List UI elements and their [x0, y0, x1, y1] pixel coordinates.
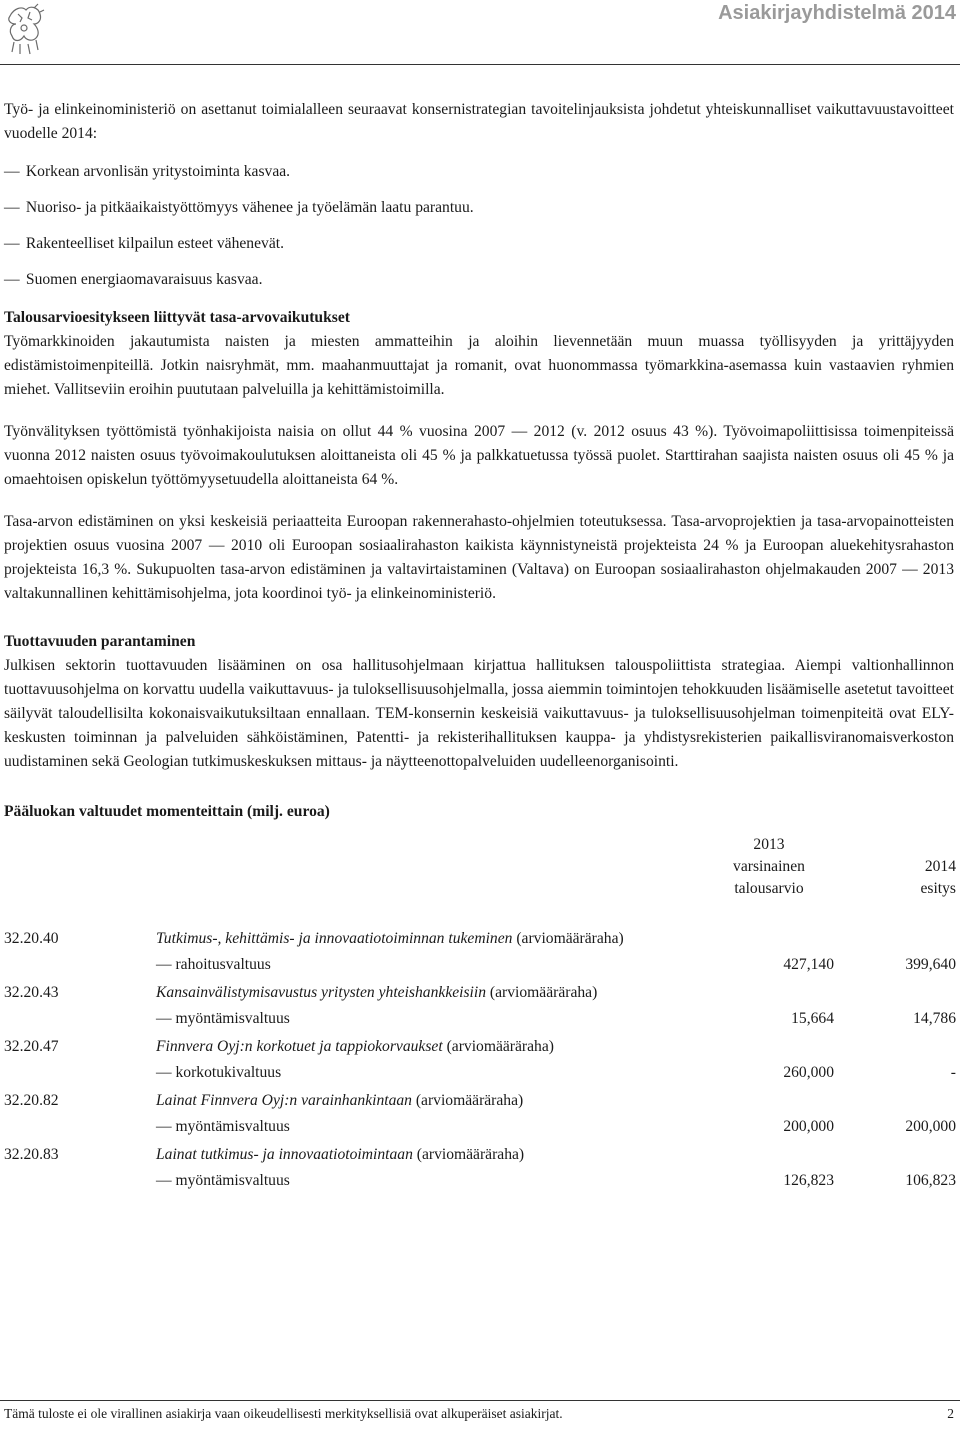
dash-marker: — — [4, 199, 20, 216]
value-2014: 399,640 — [905, 956, 956, 973]
finnish-lion-crest-icon — [4, 2, 46, 56]
column-header-2014: 2014 esitys — [920, 858, 956, 897]
value-2013: 15,664 — [791, 1010, 834, 1027]
authorization-type: — rahoitusvaltuus — [156, 956, 271, 973]
table-header-row — [4, 834, 956, 900]
page-number: 2 — [947, 1406, 954, 1421]
dash-marker: — — [4, 235, 20, 252]
intro-paragraph: Työ- ja elinkeinoministeriö on asettanut toimialalleen seuraavat konsernistrategian tavoitelinjauksista johdetut yhteiskunnalliset vaikuttavuustavoitteet vuodelle 2014: — [4, 101, 954, 142]
goal-item: — Nuoriso- ja pitkäaikaistyöttömyys vähenee ja työelämän laatu parantuu. — [4, 196, 954, 220]
document-title: Asiakirjayhdistelmä 2014 — [718, 2, 956, 24]
moment-title: Tutkimus-, kehittämis- ja innovaatiotoiminnan tukeminen (arviomääräraha) — [156, 930, 624, 947]
value-2014: 200,000 — [905, 1118, 956, 1135]
table-row — [4, 1058, 956, 1088]
authorizations-table — [4, 834, 956, 1196]
table-row — [4, 1004, 956, 1034]
value-2013: 126,823 — [783, 1172, 834, 1189]
authorizations-heading: Pääluokan valtuudet momenteittain (milj. euroa) — [4, 803, 330, 820]
moment-title: Lainat tutkimus- ja innovaatiotoimintaan (arviomääräraha) — [156, 1146, 525, 1163]
value-2014: 14,786 — [913, 1010, 956, 1027]
equality-paragraph-1: Työmarkkinoiden jakautumista naisten ja miesten ammatteihin ja aloihin lievennetään muun muassa työllisyyden ja yrittäjyyden edistämistoimenpiteillä. Jotkin naisryhmät, mm. maahanmuuttajat ja romanit, ovat huonommassa työmarkkina-asemassa kuin vastaavien ryhmien miehet. Vallitseviin eroihin puututaan palveluilla ja kehittämistoimilla. — [4, 333, 954, 398]
dash-marker: — — [4, 271, 20, 288]
page-header — [0, 0, 960, 62]
table-row — [4, 1142, 956, 1166]
authorization-type: — myöntämisvaltuus — [156, 1172, 290, 1189]
moment-code: 32.20.47 — [4, 1038, 59, 1055]
table-row — [4, 950, 956, 980]
authorization-type: — myöntämisvaltuus — [156, 1010, 290, 1027]
goal-item: — Rakenteelliset kilpailun esteet vähenevät. — [4, 232, 954, 256]
value-2013: 200,000 — [783, 1118, 834, 1135]
value-2014: - — [950, 1064, 956, 1081]
equality-heading: Talousarvioesitykseen liittyvät tasa-arvovaikutukset — [4, 309, 350, 326]
dash-marker: — — [4, 163, 20, 180]
page-content — [4, 98, 954, 1196]
column-header-2013: 2013 varsinainen talousarvio — [733, 836, 805, 897]
goal-item: — Suomen energiaomavaraisuus kasvaa. — [4, 268, 954, 292]
moment-code: 32.20.83 — [4, 1146, 59, 1163]
productivity-paragraph: Julkisen sektorin tuottavuuden lisääminen on osa hallitusohjelmaan kirjattua hallituksen talouspoliittista strategiaa. Aiempi valtionhallinnon tuottavuusohjelma on korvattu uudella vaikuttavuus- ja tuloksellisuusohjelmalla, jossa aiemmin toimintojen tehokkuuden lisäämiselle asetetut tavoitteet säilyvät taloudellisilta kokonaisvaikutuksiltaan ennallaan. TEM-konsernin keskeisiä vaikuttavuus- ja tuloksellisuusohjelman toimenpiteitä ovat ELY-keskusten toiminnan ja palveluiden sähköistäminen, Patentti- ja rekisterihallituksen kauppa- ja yhdistysrekisterien paikallisviranomaisverkoston uudistaminen sekä Geologian tutkimuskeskuksen mittaus- ja näytteenottopalveluiden uudelleenorganisointi. — [4, 657, 954, 770]
authorization-type: — korkotukivaltuus — [156, 1064, 282, 1081]
authorization-type: — myöntämisvaltuus — [156, 1118, 290, 1135]
table-row — [4, 926, 956, 950]
moment-title: Finnvera Oyj:n korkotuet ja tappiokorvaukset (arviomääräraha) — [156, 1038, 554, 1055]
equality-paragraph-2: Työnvälityksen työttömistä työnhakijoista naisia on ollut 44 % vuosina 2007 — 2012 (v. 2012 osuus 43 %). Työvoimapoliittisissa toimenpiteissä vuonna 2012 naisten osuus työvoimakoulutuksen aloittaneista oli 45 % ja palkkatuetussa työssä puolet. Starttirahan saajista naisten osuus oli 45 % ja omaehtoisen opiskelun työttömyysetuudella aloittaneista 64 %. — [4, 423, 954, 488]
moment-title: Kansainvälistymisavustus yritysten yhteishankkeisiin (arviomääräraha) — [156, 984, 598, 1001]
goal-item: — Korkean arvonlisän yritystoiminta kasvaa. — [4, 160, 954, 184]
table-row — [4, 1088, 956, 1112]
moment-code: 32.20.43 — [4, 984, 59, 1001]
equality-paragraph-3: Tasa-arvon edistäminen on yksi keskeisiä periaatteita Euroopan rakennerahasto-ohjelmien toteutuksessa. Tasa-arvoprojektien ja tasa-arvopainotteisten projektien osuus vuosina 2007 — 2010 oli Euroopan sosiaalirahaston kaikista käynnistyneistä projekteista 24 % ja Euroopan aluekehitysrahaston projekteista 16,3 %. Sukupuolten tasa-arvon edistäminen ja valtavirtaistaminen (Valtava) on Euroopan sosiaalirahaston ohjelmakauden 2007 — 2013 valtakunnallinen kehittämisohjelma, jota koordinoi työ- ja elinkeinoministeriö. — [4, 513, 954, 602]
value-2013: 427,140 — [783, 956, 834, 973]
footer-divider — [0, 1400, 960, 1401]
value-2013: 260,000 — [783, 1064, 834, 1081]
footer-disclaimer: Tämä tuloste ei ole virallinen asiakirja vaan oikeudellisesti merkityksellisiä ovat alkuperäiset asiakirjat. — [4, 1406, 563, 1421]
moment-code: 32.20.40 — [4, 930, 59, 947]
moment-title: Lainat Finnvera Oyj:n varainhankintaan (arviomääräraha) — [156, 1092, 524, 1109]
table-row — [4, 1166, 956, 1196]
table-row — [4, 980, 956, 1004]
moment-code: 32.20.82 — [4, 1092, 59, 1109]
page-footer — [4, 1406, 954, 1422]
productivity-heading: Tuottavuuden parantaminen — [4, 633, 196, 650]
table-row — [4, 1034, 956, 1058]
header-divider — [0, 64, 960, 65]
table-row — [4, 1112, 956, 1142]
value-2014: 106,823 — [905, 1172, 956, 1189]
